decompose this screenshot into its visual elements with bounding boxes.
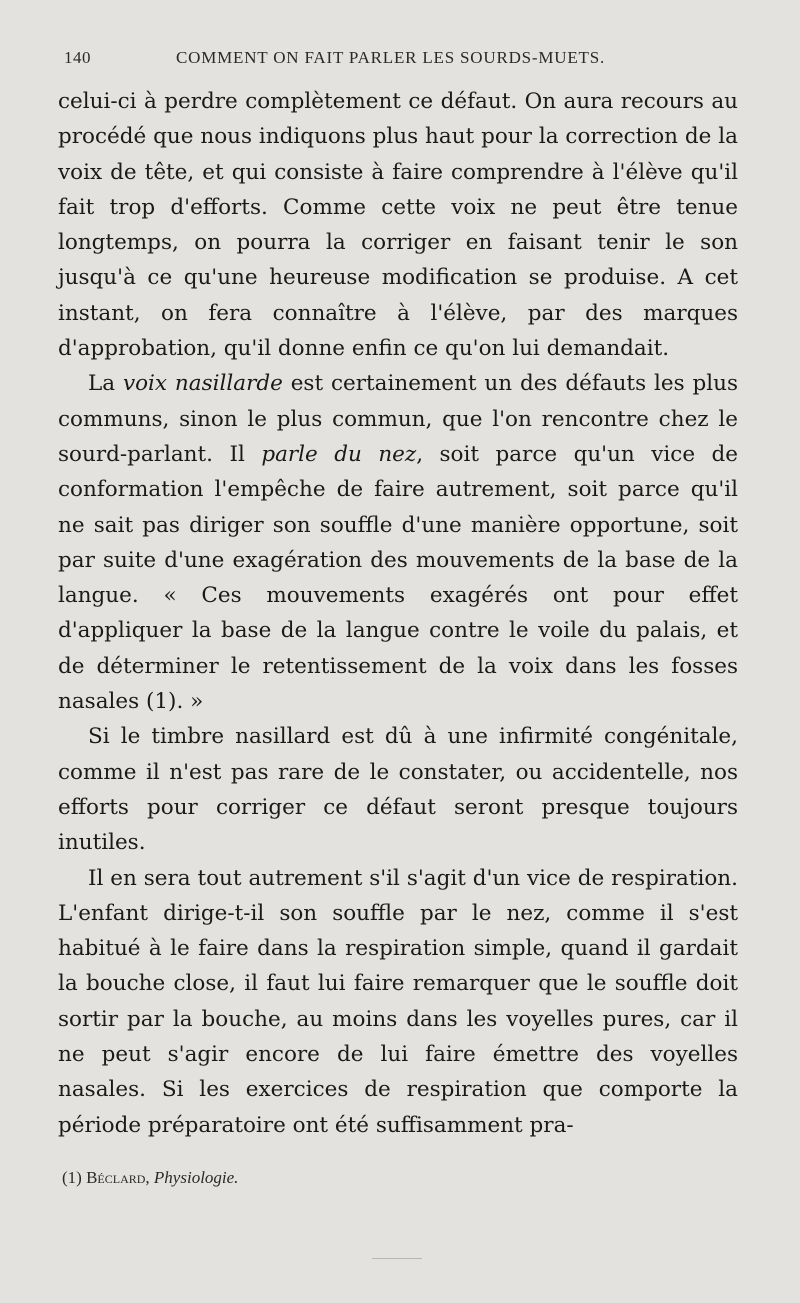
footnote-marker: (1) [62,1168,87,1187]
paragraph-2-text: , soit parce qu'un vice de conformation l'empêche de faire autrement, soit parce qu'il ne sait pas diriger son souffle d'une manière opportune, soit par suite d'une exagération des mouvements de la base de la langue. « Ces mouvements exagérés ont pour effet d'appliquer la base de la langue contre le voile du palais, et de déterminer le retentissement de la voix dans les fosses nasales (1). » [58,441,738,715]
printer-mark-divider [372,1258,422,1259]
running-title: COMMENT ON FAIT PARLER LES SOURDS-MUETS. [176,48,606,67]
page-header [64,48,644,72]
footnote [62,1168,238,1188]
footnote-author: Béclard [86,1168,146,1187]
paragraph-2-text: La [88,371,123,397]
paragraph-4-text: Il en sera tout autrement s'il s'agit d'un vice de respiration. L'enfant dirige-t-il son souffle par le nez, comme il s'est habitué à le faire dans la respiration simple, quand il gardait la bouche close, il faut lui faire remarquer que le souffle doit sortir par la bouche, au moins dans les voyelles pures, car il ne peut s'agir encore de lui faire émettre des voyelles nasales. Si les exercices de respiration que comporte la période préparatoire ont été suffisamment pra- [58,865,738,1138]
paragraph-2-text: est certainement un des défauts les plus communs, sinon le plus commun, que l'on rencontre chez le sourd-parlant. Il [58,371,738,467]
italic-term-parle-du-nez: parle du nez [261,441,417,467]
paragraph-1 [58,84,738,366]
paragraph-4 [58,861,738,1143]
paragraph-3 [58,719,738,860]
footnote-separator: , [145,1168,154,1187]
footnote-title: Physiologie. [153,1168,239,1187]
body-text [58,84,738,1143]
paragraph-3-text: Si le timbre nasillard est dû à une infirmité congénitale, comme il n'est pas rare de le constater, ou accidentelle, nos efforts pour corriger ce défaut seront presque toujours inutiles. [58,724,738,856]
italic-term-voix-nasillarde: voix nasillarde [122,371,283,397]
paragraph-1-text: celui-ci à perdre complètement ce défaut. On aura recours au procédé que nous indiquons plus haut pour la correction de la voix de tête, et qui consiste à faire comprendre à l'élève qu'il fait trop d'efforts. Comme cette voix ne peut être tenue longtemps, on pourra la corriger en faisant tenir le son jusqu'à ce qu'une heureuse modification se produise. A cet instant, on fera connaître à l'élève, par des marques d'approbation, qu'il donne enfin ce qu'on lui demandait. [58,89,738,362]
page-number: 140 [64,48,91,67]
paragraph-2 [58,366,738,719]
